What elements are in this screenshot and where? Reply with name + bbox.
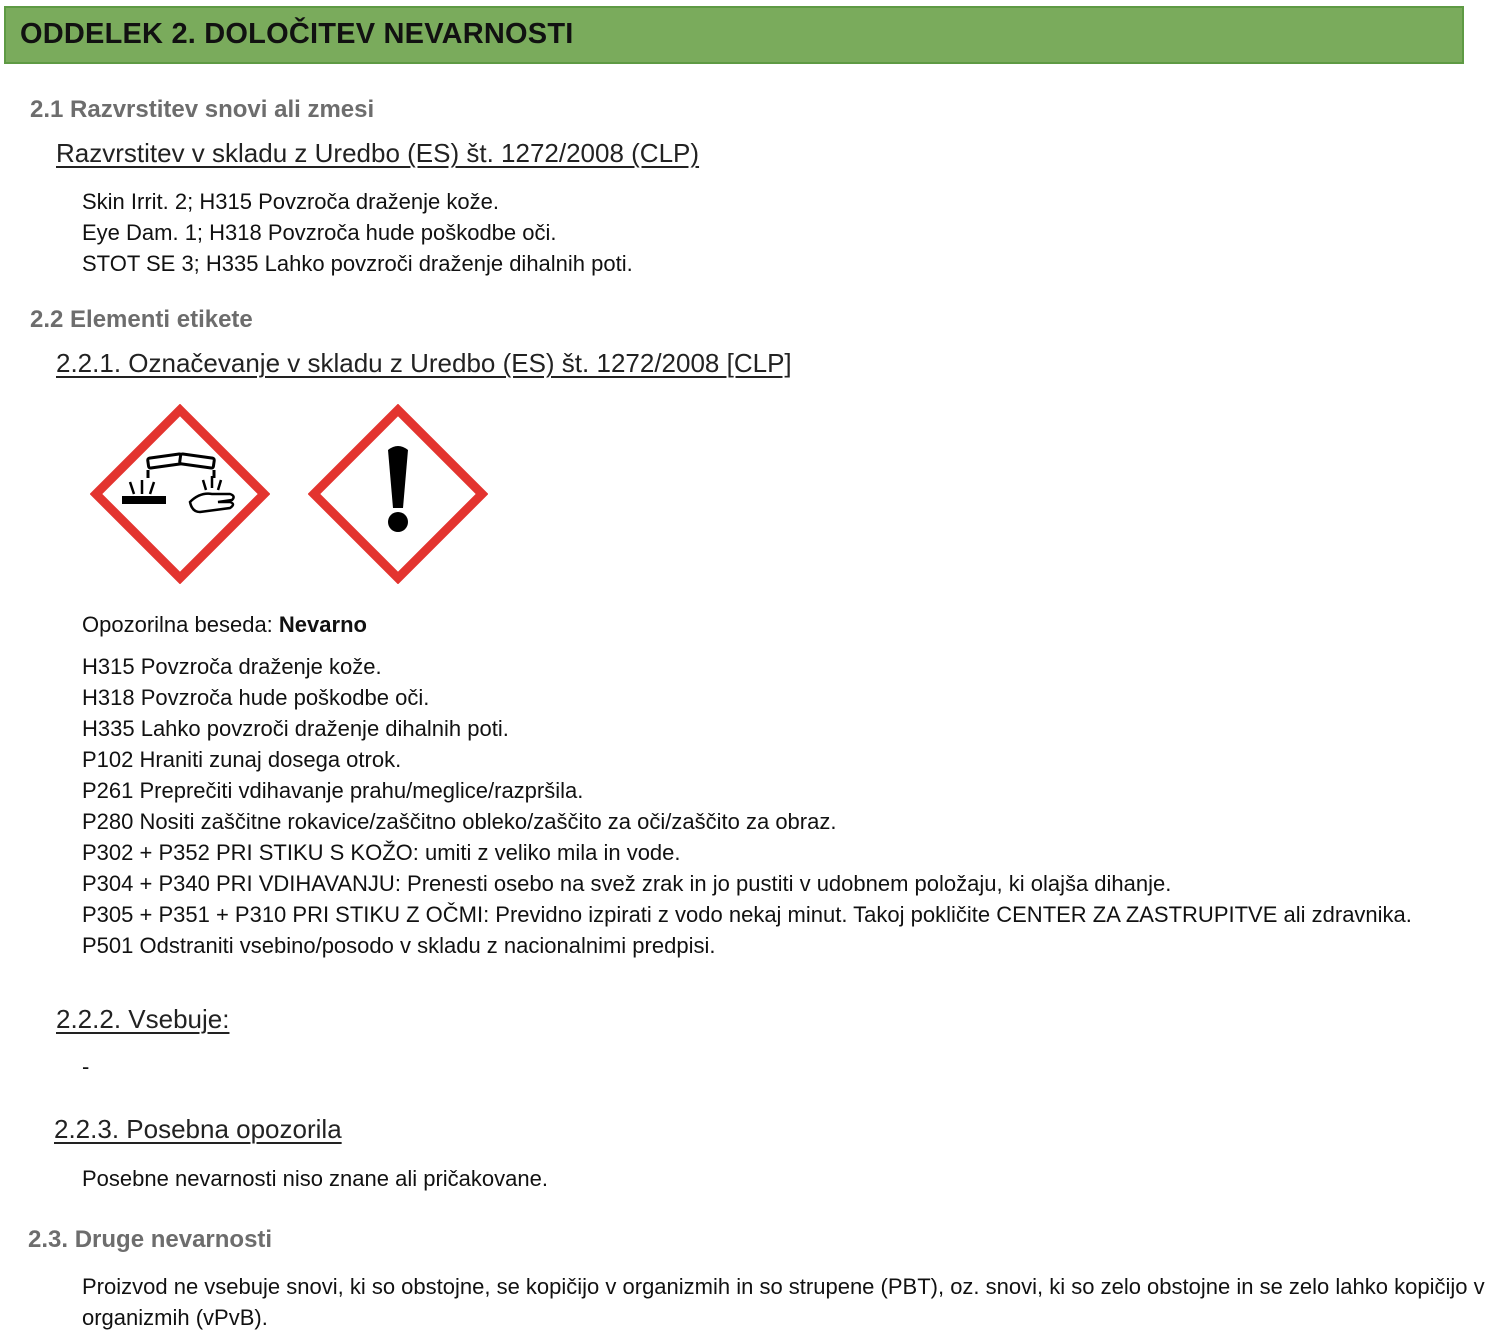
corrosion-pictogram-icon [90, 404, 270, 584]
subheading-2-2-1: 2.2.1. Označevanje v skladu z Uredbo (ES) št. 1272/2008 [CLP] [56, 348, 792, 378]
section-title: ODDELEK 2. DOLOČITEV NEVARNOSTI [20, 18, 574, 50]
statement-item: P280 Nositi zaščitne rokavice/zaščitno obleko/zaščito za oči/zaščito za obraz. [82, 809, 837, 834]
contains-value: - [82, 1054, 90, 1079]
heading-2-3: 2.3. Druge nevarnosti [28, 1226, 273, 1253]
statement-item: H318 Povzroča hude poškodbe oči. [82, 685, 430, 710]
signal-word-label: Opozorilna beseda: [82, 612, 273, 637]
signal-word-value: Nevarno [278, 612, 367, 637]
subheading-2-2-2: 2.2.2. Vsebuje: [56, 1004, 230, 1034]
statement-item: H315 Povzroča draženje kože. [82, 654, 382, 679]
statement-item: P102 Hraniti zunaj dosega otrok. [82, 747, 402, 772]
signal-word-line [82, 612, 367, 638]
other-hazards-text: Proizvod ne vsebuje snovi, ki so obstojne, se kopičijo v organizmih in so strupene (PBT), oz. snovi, ki so zelo obstojne in se zelo lahko kopičijo v organizmih (vPvB). [82, 1274, 1485, 1330]
classification-item: Eye Dam. 1; H318 Povzroča hude poškodbe oči. [82, 220, 557, 245]
statement-item: P302 + P352 PRI STIKU S KOŽO: umiti z veliko mila in vode. [82, 840, 681, 865]
classification-item: Skin Irrit. 2; H315 Povzroča draženje kože. [82, 189, 499, 214]
statement-item: P501 Odstraniti vsebino/posodo v skladu z nacionalnimi predpisi. [82, 933, 716, 958]
statement-item: H335 Lahko povzroči draženje dihalnih poti. [82, 716, 509, 741]
statement-item: P261 Preprečiti vdihavanje prahu/meglice/razpršila. [82, 778, 584, 803]
classification-list [82, 186, 633, 279]
statement-item: P304 + P340 PRI VDIHAVANJU: Prenesti osebo na svež zrak in jo pustiti v udobnem položaju, ki olajša dihanje. [82, 871, 1172, 896]
section-header [4, 6, 1464, 64]
exclamation-mark-pictogram-icon [308, 404, 488, 584]
heading-2-2: 2.2 Elementi etikete [30, 306, 253, 333]
hazard-precaution-statements [82, 651, 1482, 961]
special-warnings-text: Posebne nevarnosti niso znane ali pričakovane. [82, 1166, 548, 1191]
subheading-2-2-3: 2.2.3. Posebna opozorila [54, 1114, 342, 1144]
statement-item: P305 + P351 + P310 PRI STIKU Z OČMI: Previdno izpirati z vodo nekaj minut. Takoj pokličite CENTER ZA ZASTRUPITVE ali zdravnika. [82, 902, 1412, 927]
subheading-clp-classification: Razvrstitev v skladu z Uredbo (ES) št. 1272/2008 (CLP) [56, 138, 700, 168]
classification-item: STOT SE 3; H335 Lahko povzroči draženje dihalnih poti. [82, 251, 633, 276]
heading-2-1: 2.1 Razvrstitev snovi ali zmesi [30, 96, 375, 123]
